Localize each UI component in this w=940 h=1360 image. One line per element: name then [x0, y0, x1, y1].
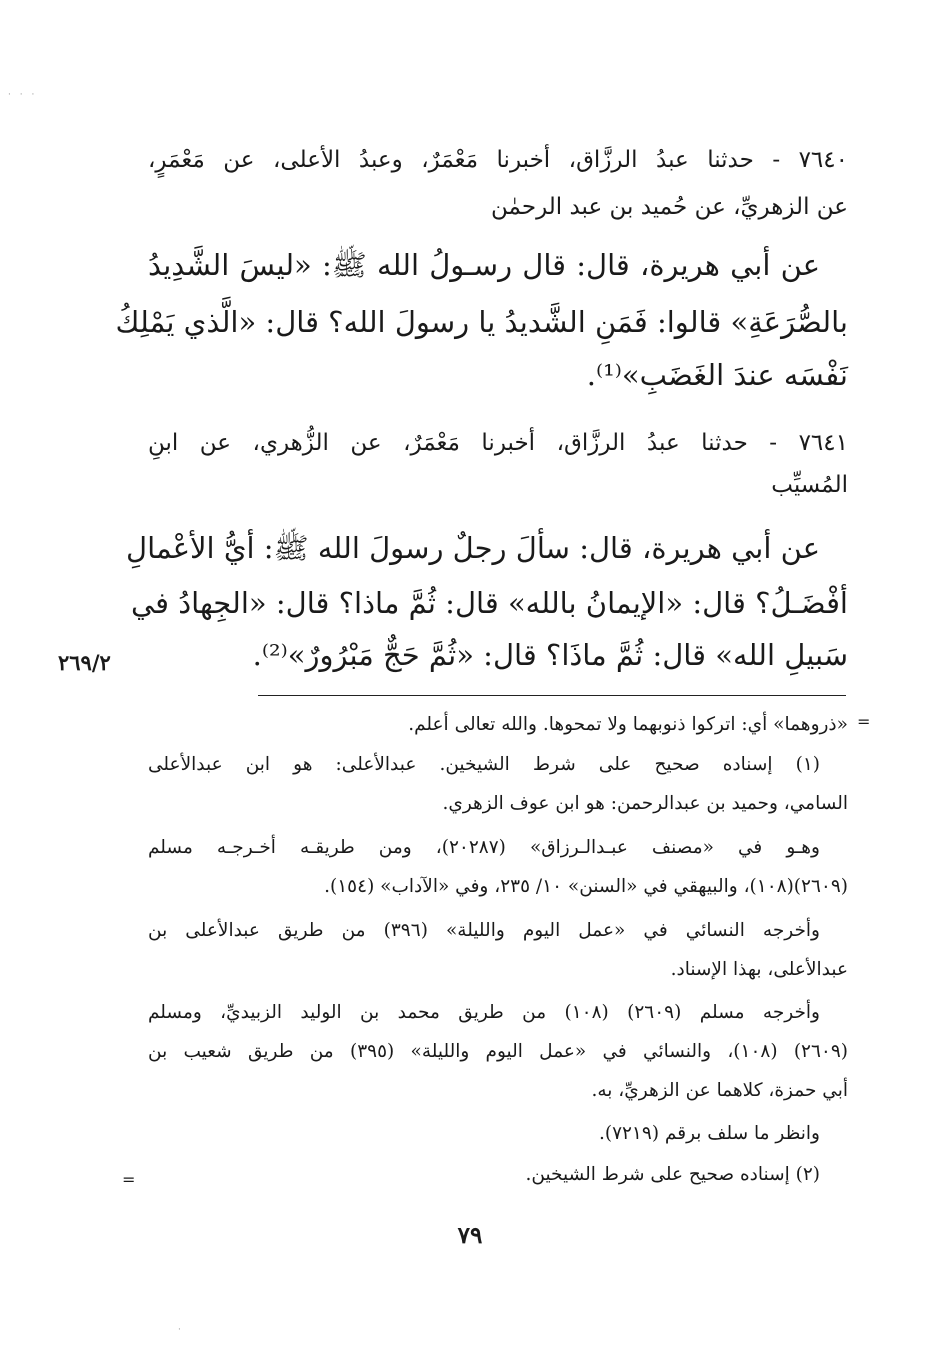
footnote-1-line-4: (٢٦٠٩)(١٠٨)، والبيهقي في «السنن» ١٠/ ٢٣٥، وفي «الآداب» (١٥٤).: [324, 876, 848, 897]
footnote-1-line-9: أبي حمزة، كلاهما عن الزهريِّ، به.: [591, 1080, 848, 1101]
hadith-7640-isnad-line-2: عن الزهريِّ، عن حُميد بن عبد الرحمٰن: [491, 194, 848, 220]
margin-volume-page-reference: ٢٦٩/٢: [58, 650, 111, 675]
hadith-7640-matn-line-3: نَفْسَه عندَ الغَضَبِ»⁽¹⁾.: [586, 358, 848, 392]
footnote-1-line-2: السامي، وحميد بن عبدالرحمن: هو ابن عوف الزهري.: [442, 793, 848, 814]
footnote-1-line-1: (١) إسناده صحيح على شرط الشيخين. عبدالأعلى: هو ابن عبدالأعلى: [148, 754, 820, 775]
footnote-continued-line: «ذروهما» أي: اتركوا ذنوبهما ولا تمحوها. والله تعالى أعلم.: [408, 714, 848, 735]
hadith-7640-matn-line-2: بالصُّرَعَةِ» قالوا: فَمَنِ الشَّديدُ يا رسولَ الله؟ قال: «الَّذي يَمْلِكُ: [115, 305, 848, 339]
footnote-1-line-6: عبدالأعلى، بهذا الإسناد.: [670, 959, 848, 980]
footnote-continuation-mark-bottom: =: [122, 1170, 136, 1189]
footnote-1-line-10: وانظر ما سلف برقم (٧٢١٩).: [598, 1123, 820, 1144]
hadith-7640-matn-line-1: عن أبي هريرة، قال: قال رسـولُ الله ﷺ: «ليسَ الشَّدِيدُ: [148, 248, 820, 282]
footnote-2-line-1: (٢) إسناده صحيح على شرط الشيخين.: [525, 1164, 820, 1185]
hadith-7641-isnad-line-1: ٧٦٤١ - حدثنا عبدُ الرزَّاق، أخبرنا مَعْمَرٌ، عن الزُّهري، عن ابنِ: [148, 430, 848, 456]
footnote-1-line-7: وأخرجه مسلم (٢٦٠٩) (١٠٨) من طريق محمد بن الوليد الزبيديِّ، ومسلم: [148, 1002, 820, 1023]
hadith-7641-matn-line-1: عن أبي هريرة، قال: سألَ رجلٌ رسولَ الله ﷺ: أيُّ الأعْمالِ: [126, 531, 820, 565]
hadith-7641-matn-line-2: أفْضَـلُ؟ قال: «الإيمانُ بالله» قال: ثُمَّ ماذا؟ قال: «الجِهادُ في: [130, 586, 848, 620]
scan-speckle: · · ·: [8, 90, 38, 100]
footnote-continuation-mark-top: =: [857, 712, 871, 731]
hadith-7641-matn-line-3: سَبيلِ الله» قال: ثُمَّ ماذَا؟ قال: «ثُمَّ حَجٌّ مَبْرُورٌ»⁽²⁾.: [252, 638, 848, 672]
scan-speckle-bottom: ·: [178, 1325, 181, 1335]
footnote-1-line-5: وأخرجه النسائي في «عمل اليوم والليلة» (٣٩٦) من طريق عبدالأعلى بن: [148, 920, 820, 941]
hadith-7640-isnad-line-1: ٧٦٤٠ - حدثنا عبدُ الرزَّاق، أخبرنا مَعْمَرٌ، وعبدُ الأعلى، عن مَعْمَرٍ،: [148, 147, 848, 173]
footnote-1-line-3: وهـو في «مصنف عبـدالـرزاق» (٢٠٢٨٧)، ومن طريقـه أخـرجـه مسلم: [148, 837, 820, 858]
footnote-1-line-8: (٢٦٠٩) (١٠٨)، والنسائي في «عمل اليوم والليلة» (٣٩٥) من طريق شعيب بن: [148, 1041, 848, 1062]
page-number: ٧٩: [457, 1222, 483, 1249]
footnote-separator: [258, 695, 846, 696]
hadith-7641-isnad-line-2: المُسيِّب: [771, 472, 848, 498]
